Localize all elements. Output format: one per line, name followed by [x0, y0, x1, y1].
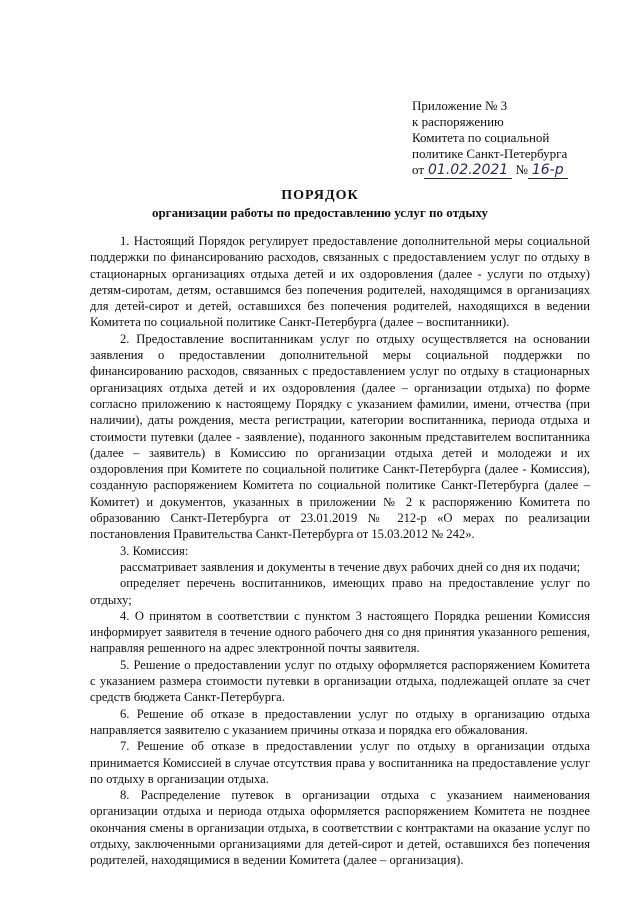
paragraph-3-item-2: определяет перечень воспитанников, имеющих право на предоставление услуг по отдыху; — [90, 576, 590, 607]
annex-line-3: Комитета по социальной — [412, 130, 550, 145]
document-body — [90, 233, 590, 869]
handwritten-number: 16-р — [528, 162, 568, 179]
paragraph-5: 5. Решение о предоставлении услуг по отдыху оформляется распоряжением Комитета с указанием размера стоимости путевки в организации отдыха, подлежащей оплате за счет средств бюджета Санкт-Петербурга. — [90, 657, 590, 705]
paragraph-3: 3. Комиссия: — [120, 543, 189, 558]
annex-header — [412, 98, 622, 178]
annex-line-4: политике Санкт-Петербурга — [412, 146, 568, 161]
annex-date-line — [412, 162, 622, 178]
annex-title: Приложение № 3 — [412, 98, 508, 113]
annex-line-2: к распоряжению — [412, 114, 504, 129]
handwritten-date: 01.02.2021 — [424, 162, 512, 179]
document-title: ПОРЯДОК — [281, 188, 359, 203]
date-prefix: от — [412, 162, 425, 177]
document-subtitle: организации работы по предоставлению услуг по отдыху — [151, 205, 489, 220]
paragraph-7: 7. Решение об отказе в предоставлении услуг по отдыху в организации отдыха принимается Комиссией в случае отсутствия права у воспитанника на предоставление услуг по отдыху в организации отдыха. — [90, 739, 590, 786]
number-prefix: № — [515, 162, 528, 177]
paragraph-4: 4. О принятом в соответствии с пунктом 3 настоящего Порядка решении Комиссия информирует заявителя в течение одного рабочего дня со дня принятия указанного решения, направляя решенного на адрес электронной почты заявителя. — [90, 608, 590, 656]
paragraph-3-item-1: рассматривает заявления и документы в течение двух рабочих дней со дня их подачи; — [120, 559, 581, 574]
paragraph-8: 8. Распределение путевок в организации отдыха с указанием наименования организации отдыха и периода отдыха оформляется распоряжением Комитета не позднее окончания смены в организации отдыха, в соответствии с контрактами на оказание услуг по отдыху, заключенными организациями для детей-сирот и детей, оставшихся без попечения родителей, находящимися в ведении Комитета (далее – организация). — [90, 788, 590, 868]
paragraph-1: 1. Настоящий Порядок регулирует предоставление дополнительной меры социальной поддержки по финансированию расходов, связанных с предоставлением услуг по отдыху в стационарных организациях отдыха детей и их оздоровления (далее - услуги по отдыху) детям-сиротам, детям, оставшимся без попечения родителей, находящимся в организациях для детей-сирот и детей, оставшихся без попечения родителей, находящихся в ведении Комитета по социальной политике Санкт-Петербурга (далее – воспитанники). — [90, 234, 590, 330]
paragraph-2: 2. Предоставление воспитанникам услуг по отдыху осуществляется на основании заявления о предоставлении дополнительной меры социальной поддержки по финансированию расходов, связанных с предоставлением услуг по отдыху в стационарных организациях отдыха детей и их оздоровления (далее – организации отдыха) по форме согласно приложению к настоящему Порядку с указанием фамилии, имени, отчества (при наличии), даты рождения, места регистрации, категории воспитанника, периода отдыха и стоимости путевки (далее - заявление), поданного законным представителем воспитанника (далее – заявитель) в Комиссию по организации отдыха детей и молодежи и их оздоровления при Комитете по социальной политике Санкт-Петербурга (далее - Комиссия), созданную распоряжением Комитета по социальной политике Санкт-Петербурга (далее – Комитет) и документов, указанных в приложении № 2 к распоряжению Комитета по образованию Санкт-Петербурга от 23.01.2019 № 212-р «О мерах по реализации постановления Правительства Санкт-Петербурга от 15.03.2012 № 242». — [90, 331, 590, 542]
paragraph-6: 6. Решение об отказе в предоставлении услуг по отдыху в организацию отдыха направляется заявителю с указанием причины отказа и порядка его обжалования. — [90, 706, 590, 737]
